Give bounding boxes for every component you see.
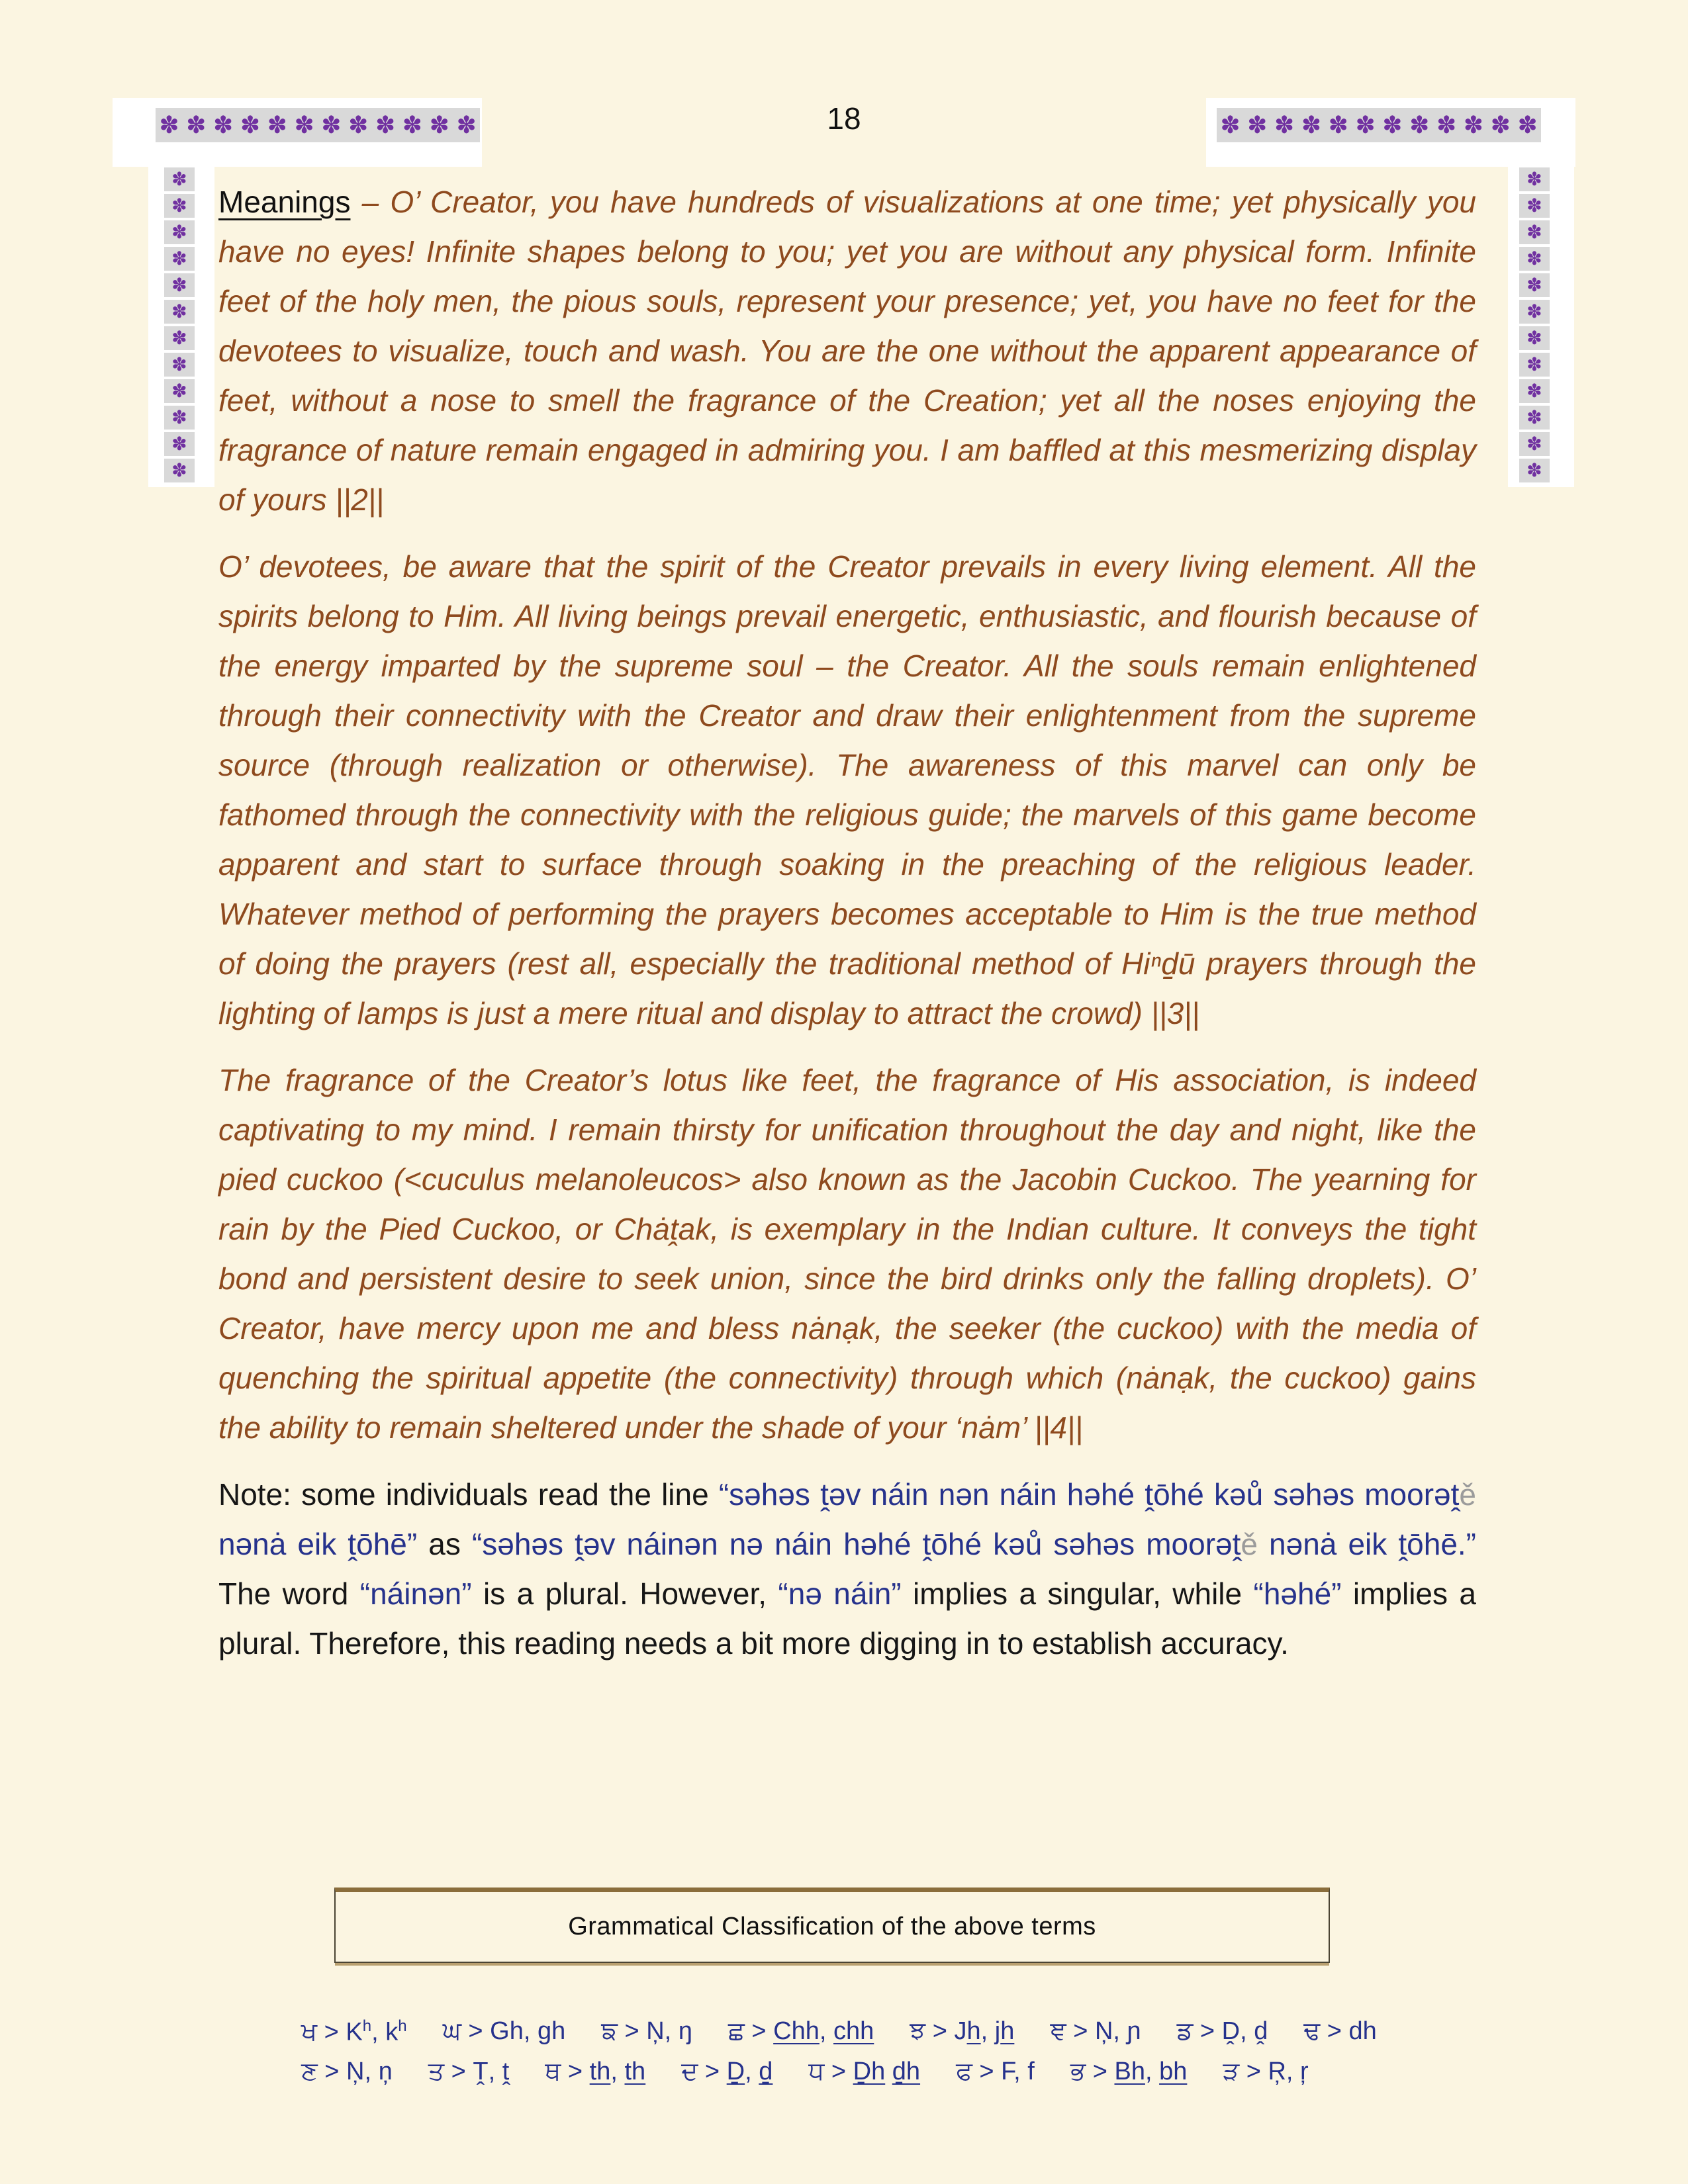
- flower-icon: ✽: [240, 111, 260, 138]
- note-segment-blue: “nə náin”: [778, 1576, 902, 1611]
- transliteration-item: ਢ > dh: [1303, 2017, 1377, 2045]
- transliteration-item: ਖ > $K^h$, $k^h$: [301, 2017, 407, 2046]
- note-segment-black: The word: [218, 1576, 360, 1611]
- transliteration-item: ਣ > Ņ, ņ: [301, 2057, 393, 2085]
- flower-icon: ✽: [1519, 406, 1550, 430]
- note-segment-blue: nənȧ eik ṱōhē”: [218, 1527, 418, 1561]
- transliteration-item: ਡ > Ḓ, ḓ: [1176, 2017, 1268, 2045]
- meanings-body: O’ Creator, you have hundreds of visualizations at one time; yet physically you have no eyes! Infinite shapes belong to you; yet you are without any physical form. Infinite feet of the holy men, the pious souls, represent your presence; yet, you have no feet for the devotees to visualize, touch and wash. You are the one without the apparent appearance of feet, without a nose to smell the fragrance of the Creation; yet all the noses enjoying the fragrance of nature remain engaged in admiring you. I am baffled at this mesmerizing display of yours ||2||: [218, 185, 1476, 517]
- note-segment-blue: “səhəs ṱəv náinən nə náin həhé ṱōhé kəů səhəs moorəṱ: [471, 1527, 1241, 1561]
- flower-icon: ✽: [164, 326, 195, 350]
- flower-icon: ✽: [164, 300, 195, 324]
- flower-icon: ✽: [267, 111, 287, 138]
- flower-icon: ✽: [1274, 111, 1295, 138]
- note-paragraph: [218, 1470, 1476, 1668]
- transliteration-item: ਙ > Ņ, ŋ: [601, 2017, 692, 2045]
- flower-icon: ✽: [1409, 111, 1430, 138]
- page-number: 18: [827, 101, 861, 136]
- transliteration-item: ਝ > Jh, jh: [910, 2017, 1015, 2045]
- paragraph-verse4: The fragrance of the Creator’s lotus like feet, the fragrance of His association, is indeed captivating to my mind. I remain thirsty for unification throughout the day and night, like the pied cuckoo (<cuculus melanoleucos> also known as the Jacobin Cuckoo. The yearning for rain by the Pied Cuckoo, or Chȧṱak, is exemplary in the Indian culture. It conveys the tight bond and persistent desire to seek union, since the bird drinks only the falling droplets). O’ Creator, have mercy upon me and bless nȧnạk, the seeker (the cuckoo) with the media of quenching the spiritual appetite (the connectivity) through which (nȧnạk, the cuckoo) gains the ability to remain sheltered under the shade of your ‘nȧm’ ||4||: [218, 1063, 1476, 1445]
- classification-box: [334, 1888, 1330, 1963]
- transliteration-table: [301, 2017, 1479, 2097]
- note-segment-gray: ě: [1459, 1477, 1476, 1512]
- transliteration-item: ਛ > Chh, chh: [727, 2017, 874, 2045]
- flower-icon: ✽: [164, 247, 195, 271]
- flower-icon: ✽: [1519, 194, 1550, 218]
- flower-icon: ✽: [429, 111, 449, 138]
- flower-icon: ✽: [164, 406, 195, 430]
- flower-icon: ✽: [456, 111, 477, 138]
- text-column: [218, 177, 1476, 1686]
- flower-icon: ✽: [159, 111, 179, 138]
- note-segment-blue: “səhəs ṱəv náin nən náin həhé ṱōhé kəů səhəs moorəṱ: [718, 1477, 1460, 1512]
- flower-icon: ✽: [1220, 111, 1241, 138]
- flower-icon: ✽: [1519, 247, 1550, 271]
- flower-icon: ✽: [164, 220, 195, 244]
- flower-icon: ✽: [1519, 326, 1550, 350]
- note-segment-black: as: [417, 1527, 472, 1561]
- flower-icon: ✽: [1301, 111, 1321, 138]
- flower-icon: ✽: [164, 167, 195, 191]
- note-segment-black: implies a plural. Therefore, this reading needs a bit more digging in to establish accuracy.: [218, 1576, 1476, 1661]
- transliteration-item: ਤ > Ṱ, ṱ: [428, 2057, 510, 2085]
- flower-icon: ✽: [1490, 111, 1511, 138]
- flower-icon: ✽: [1519, 300, 1550, 324]
- transliteration-item: ਧ > Ḏh ḏh: [808, 2057, 921, 2085]
- flower-icon: ✽: [294, 111, 314, 138]
- flower-icon: ✽: [164, 432, 195, 456]
- transliteration-item: ਭ > Bh, bh: [1070, 2057, 1188, 2085]
- flower-icon: ✽: [1519, 379, 1550, 403]
- flower-icon: ✽: [1519, 459, 1550, 482]
- transliteration-item: ਥ > th, th: [545, 2057, 646, 2085]
- flower-icon: ✽: [1517, 111, 1538, 138]
- note-segment-black: is a plural. However,: [471, 1576, 778, 1611]
- ornament-column-right: [1519, 167, 1550, 482]
- flower-icon: ✽: [1519, 220, 1550, 244]
- flower-icon: ✽: [1463, 111, 1483, 138]
- flower-icon: ✽: [1519, 273, 1550, 297]
- flower-icon: ✽: [1436, 111, 1457, 138]
- note-segment-black: Note: some individuals read the line: [218, 1477, 719, 1512]
- flower-icon: ✽: [321, 111, 342, 138]
- flower-icon: ✽: [1519, 432, 1550, 456]
- transliteration-item: ਞ > Ņ, ɲ: [1050, 2017, 1141, 2045]
- flower-icon: ✽: [1519, 167, 1550, 191]
- meanings-label: Meanings: [218, 185, 351, 219]
- ornament-column-left: [164, 167, 195, 482]
- note-segment-gray: ě: [1241, 1527, 1258, 1561]
- transliteration-item: ੜ > Ŗ, ŗ: [1223, 2057, 1309, 2085]
- flower-icon: ✽: [212, 111, 234, 138]
- transliteration-row: [301, 2017, 1479, 2047]
- note-segment-blue: “həhé”: [1253, 1576, 1342, 1611]
- flower-icon: ✽: [1355, 111, 1376, 138]
- flower-icon: ✽: [1519, 353, 1550, 377]
- transliteration-item: ਦ > Ḏ, ḏ: [681, 2057, 773, 2085]
- note-segment-blue: nənȧ eik ṱōhē.”: [1257, 1527, 1476, 1561]
- flower-icon: ✽: [402, 111, 422, 138]
- flower-icon: ✽: [164, 194, 195, 218]
- note-segment-blue: “náinən”: [359, 1576, 472, 1611]
- flower-icon: ✽: [375, 111, 396, 138]
- paragraph-meanings: [218, 177, 1476, 525]
- flower-icon: ✽: [348, 111, 369, 138]
- flower-icon: ✽: [164, 273, 195, 297]
- meanings-separator: –: [350, 185, 391, 219]
- flower-icon: ✽: [1247, 111, 1268, 138]
- flower-icon: ✽: [1328, 111, 1348, 138]
- flower-icon: ✽: [164, 353, 195, 377]
- paragraph-verse3: O’ devotees, be aware that the spirit of the Creator prevails in every living element. All the spirits belong to Him. All living beings prevail energetic, enthusiastic, and flourish because of the energy imparted by the supreme soul – the Creator. All the souls remain enlightened through their connectivity with the Creator and draw their enlightenment from the supreme source (through realization or otherwise). The awareness of this marvel can only be fathomed through the connectivity with the religious guide; the marvels of this game become apparent and start to surface through soaking in the preaching of the religious leader. Whatever method of performing the prayers becomes acceptable to Him is the true method of doing the prayers (rest all, especially the traditional method of Hiⁿḏū prayers through the lighting of lamps is just a mere ritual and display to attract the crowd) ||3||: [218, 549, 1476, 1030]
- transliteration-item: ਘ > Gh, gh: [442, 2017, 566, 2045]
- transliteration-item: ਫ > F, f: [956, 2057, 1035, 2085]
- flower-icon: ✽: [186, 111, 207, 138]
- flower-icon: ✽: [164, 379, 195, 403]
- transliteration-row: [301, 2058, 1479, 2086]
- flower-icon: ✽: [1382, 111, 1403, 138]
- classification-title: Grammatical Classification of the above terms: [568, 1913, 1096, 1940]
- note-segment-black: implies a singular, while: [901, 1576, 1254, 1611]
- flower-icon: ✽: [164, 459, 195, 482]
